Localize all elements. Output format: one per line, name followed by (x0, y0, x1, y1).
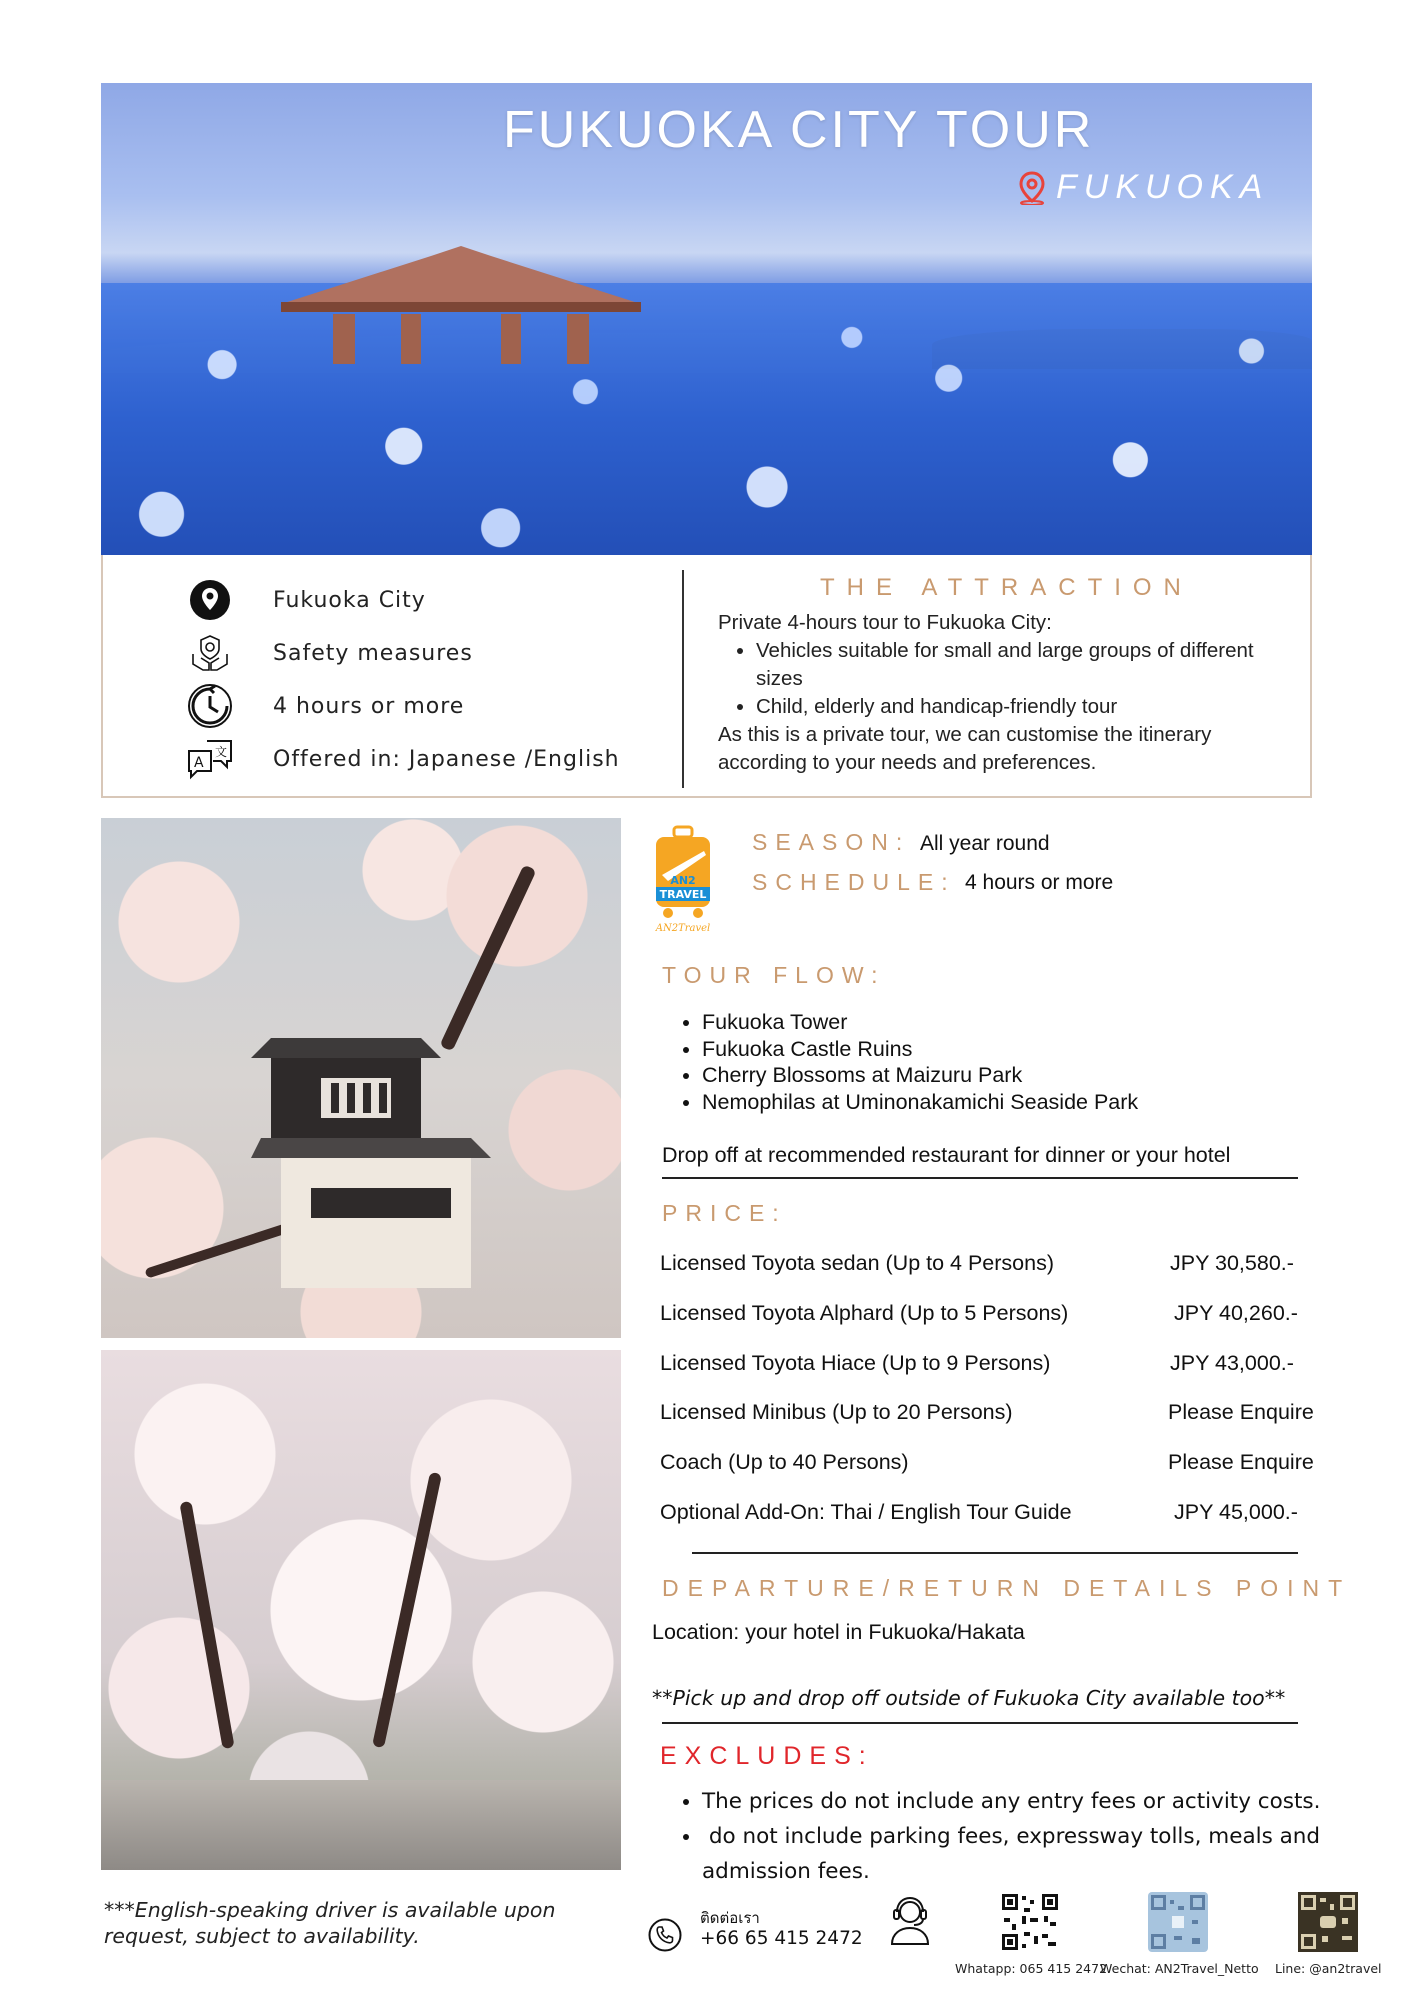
price-item-name: Coach (Up to 40 Persons) (660, 1450, 909, 1474)
customer-service-icon (888, 1894, 932, 1946)
safety-hands-icon (185, 631, 235, 675)
list-item: • do not include parking fees, expressway tolls, meals and admission fees. (702, 1819, 1368, 1889)
pavilion-roof (281, 246, 641, 316)
feature-label: Safety measures (273, 640, 473, 666)
svg-text:文: 文 (215, 745, 228, 759)
price-item-name: Licensed Minibus (Up to 20 Persons) (660, 1400, 1013, 1424)
nemophila-field (101, 283, 1312, 555)
feature-label: Offered in: Japanese /English (273, 746, 620, 772)
price-item-amount: Please Enquire (1168, 1450, 1314, 1474)
schedule-value: 4 hours or more (965, 871, 1114, 894)
tour-flow-heading: TOUR FLOW: (662, 962, 886, 988)
departure-heading: DEPARTURE/RETURN DETAILS POINT (662, 1575, 1352, 1601)
price-item-name: Optional Add-On: Thai / English Tour Guide (660, 1500, 1072, 1524)
pavilion-pillar (501, 314, 521, 364)
divider (662, 1177, 1298, 1179)
price-item-name: Licensed Toyota Alphard (Up to 5 Persons) (660, 1301, 1069, 1325)
price-item-amount: JPY 43,000.- (1170, 1351, 1294, 1375)
dropoff-text: Drop off at recommended restaurant for dinner or your hotel (662, 1143, 1231, 1167)
excludes-list (668, 1784, 1368, 1889)
location-pin-icon (185, 578, 235, 622)
attraction-list (756, 637, 1298, 721)
clock-icon (185, 684, 235, 728)
pavilion-pillar (401, 314, 421, 364)
feature-location (185, 578, 426, 622)
divider (692, 1552, 1298, 1554)
map-pin-icon (1018, 171, 1046, 205)
price-heading: PRICE: (662, 1200, 787, 1226)
attraction-body (718, 609, 1298, 777)
list-item: • The prices do not include any entry fees or activity costs. (702, 1784, 1368, 1819)
logo-line1: AN2 (670, 874, 696, 887)
language-translate-icon (185, 737, 235, 781)
price-item-amount: Please Enquire (1168, 1400, 1314, 1424)
contact-label: ติดต่อเรา (700, 1909, 760, 1927)
an2-travel-logo (652, 825, 714, 935)
feature-safety (185, 631, 473, 675)
svg-text:A: A (194, 755, 204, 771)
schedule-label: SCHEDULE: (752, 869, 956, 895)
divider (662, 1722, 1298, 1724)
page-title: FUKUOKA CITY TOUR (503, 101, 1095, 159)
attraction-heading: THE ATTRACTION (820, 574, 1193, 601)
departure-location: Location: your hotel in Fukuoka/Hakata (652, 1620, 1025, 1644)
price-item-name: Licensed Toyota sedan (Up to 4 Persons) (660, 1251, 1055, 1275)
tree-branch (179, 1501, 234, 1749)
feature-duration (185, 684, 464, 728)
line-caption: Line: @an2travel (1275, 1961, 1382, 1976)
line-qr-code[interactable] (1298, 1892, 1358, 1952)
cherry-blossom-path-photo (101, 1350, 621, 1870)
wechat-caption: Wechat: AN2Travel_Netto (1100, 1961, 1259, 1976)
list-item: • Fukuoka Castle Ruins (702, 1036, 1138, 1063)
pickup-note: **Pick up and drop off outside of Fukuoka City available too** (652, 1686, 1286, 1710)
whatsapp-qr-code[interactable] (1000, 1892, 1060, 1952)
hero-location (1018, 168, 1269, 207)
wechat-qr-code[interactable] (1148, 1892, 1208, 1952)
excludes-heading: EXCLUDES: (660, 1742, 874, 1770)
pavilion-pillars (333, 314, 589, 364)
feature-label: Fukuoka City (273, 587, 426, 613)
walking-path (101, 1780, 621, 1870)
tour-flow-list (668, 1009, 1138, 1115)
whatsapp-caption: Whatapp: 065 415 2472 (955, 1961, 1108, 1976)
hero-location-label: FUKUOKA (1056, 168, 1270, 206)
list-item: • Fukuoka Tower (702, 1009, 1138, 1036)
list-item: • Vehicles suitable for small and large groups of different sizes (756, 637, 1298, 693)
attraction-outro: As this is a private tour, we can customise the itinerary according to your needs and preferences. (718, 723, 1212, 774)
tree-branch (372, 1472, 442, 1748)
price-item-amount: JPY 45,000.- (1174, 1500, 1298, 1524)
price-item-name: Licensed Toyota Hiace (Up to 9 Persons) (660, 1351, 1051, 1375)
attraction-intro: Private 4-hours tour to Fukuoka City: (718, 611, 1052, 634)
list-item: • Child, elderly and handicap-friendly tour (756, 693, 1298, 721)
price-item-amount: JPY 30,580.- (1170, 1251, 1294, 1275)
castle-turret (251, 1018, 491, 1288)
list-item: • Nemophilas at Uminonakamichi Seaside Park (702, 1089, 1138, 1116)
logo-script: AN2Travel (655, 923, 711, 934)
info-divider (682, 570, 684, 788)
feature-label: 4 hours or more (273, 693, 465, 719)
castle-cherry-blossom-photo (101, 818, 621, 1338)
logo-line2: TRAVEL (659, 888, 707, 901)
phone-icon[interactable] (648, 1918, 682, 1952)
list-item: • Cherry Blossoms at Maizuru Park (702, 1062, 1138, 1089)
season-label: SEASON: (752, 829, 911, 855)
season-value: All year round (920, 832, 1050, 855)
driver-note: ***English-speaking driver is available upon request, subject to availability. (104, 1898, 556, 1948)
feature-language (185, 737, 620, 781)
contact-phone[interactable]: +66 65 415 2472 (700, 1928, 863, 1949)
price-item-amount: JPY 40,260.- (1174, 1301, 1298, 1325)
